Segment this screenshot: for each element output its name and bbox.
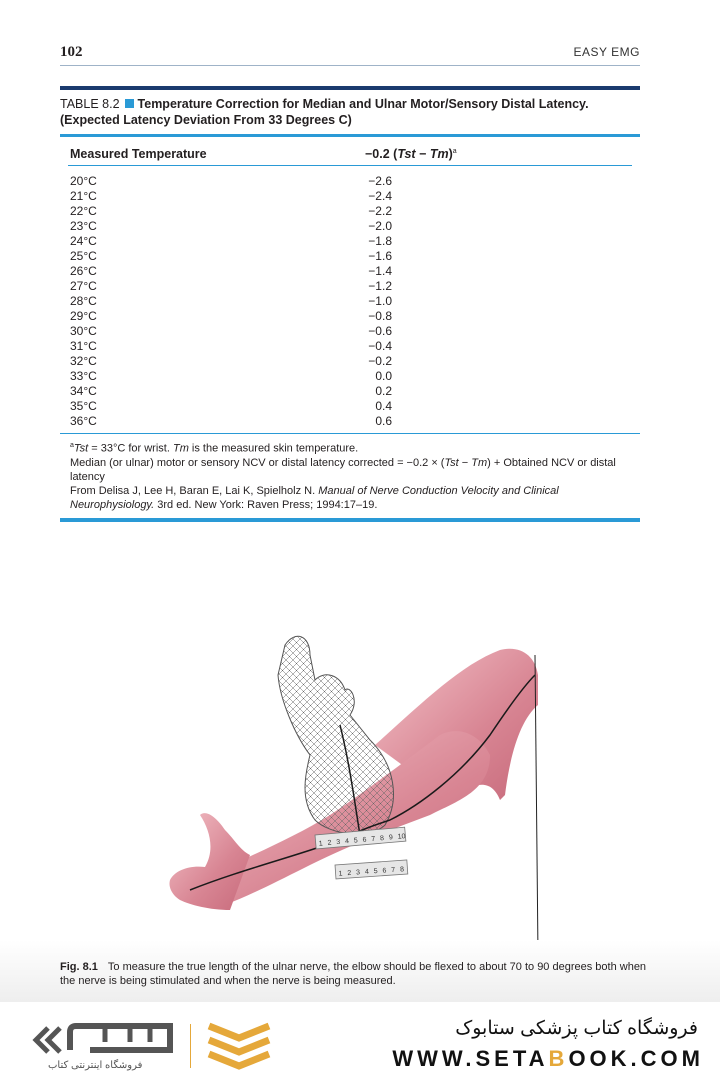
table-row bbox=[60, 234, 640, 249]
row-correction-value: 0.2 bbox=[375, 384, 392, 398]
logo-divider bbox=[190, 1024, 191, 1068]
col2-post: ) bbox=[448, 147, 453, 161]
tape-number: 4 bbox=[364, 868, 370, 876]
table-row bbox=[60, 354, 640, 369]
temperature-correction-table bbox=[60, 86, 640, 522]
footnote-tm: Tm bbox=[172, 442, 189, 455]
table-row bbox=[60, 249, 640, 264]
table-column-headers bbox=[60, 137, 640, 165]
row-correction-value: 0.4 bbox=[375, 399, 392, 413]
table-rows bbox=[60, 166, 640, 429]
shop-url[interactable] bbox=[392, 1046, 704, 1072]
row-correction-value: −2.2 bbox=[368, 204, 392, 218]
shop-name: فروشگاه کتاب پزشکی ستابوک bbox=[455, 1018, 698, 1039]
table-row bbox=[60, 324, 640, 339]
footnote-b: is the measured skin temperature. bbox=[188, 442, 359, 455]
note2-tst: Tst bbox=[444, 456, 459, 469]
table-row bbox=[60, 309, 640, 324]
tape-number: 1 bbox=[318, 840, 324, 848]
table-row bbox=[60, 369, 640, 384]
col2-tst: Tst bbox=[397, 147, 416, 161]
tape-number: 5 bbox=[373, 868, 378, 876]
ulnar-nerve-figure bbox=[160, 625, 550, 955]
note2-tm: Tm bbox=[471, 456, 488, 469]
logo-subtitle: فروشگاه اینترنتی کتاب bbox=[48, 1060, 143, 1071]
row-temperature: 21°C bbox=[70, 189, 97, 203]
tape-number: 10 bbox=[397, 833, 406, 841]
chevron-logo-icon bbox=[204, 1022, 274, 1072]
tape-number: 3 bbox=[355, 869, 361, 877]
header-rule bbox=[60, 65, 640, 66]
footer-banner bbox=[0, 1002, 720, 1080]
url-pre: WWW.SETA bbox=[392, 1046, 549, 1071]
tape-number: 4 bbox=[344, 838, 350, 846]
tape-number: 6 bbox=[362, 836, 367, 844]
caption-label: Fig. 8.1 bbox=[60, 961, 98, 973]
table-bottom-rule bbox=[60, 518, 640, 522]
table-row bbox=[60, 294, 640, 309]
tape-number: 9 bbox=[388, 834, 394, 842]
tape-number: 7 bbox=[371, 835, 376, 844]
setabook-logo-icon bbox=[30, 1020, 180, 1060]
source-b: 3rd ed. New York: Raven Press; 1994:17–19. bbox=[154, 498, 378, 511]
row-temperature: 27°C bbox=[70, 279, 97, 293]
row-temperature: 29°C bbox=[70, 309, 97, 323]
row-correction-value: −1.0 bbox=[368, 294, 392, 308]
table-row bbox=[60, 189, 640, 204]
note2-mid: − bbox=[458, 456, 472, 469]
row-temperature: 33°C bbox=[70, 369, 97, 383]
table-row bbox=[60, 264, 640, 279]
square-bullet-icon bbox=[125, 99, 134, 108]
col2-mid: − bbox=[415, 147, 430, 161]
col2-pre: −0.2 ( bbox=[365, 147, 398, 161]
caption-text: To measure the true length of the ulnar nerve, the elbow should be flexed to about 70 to 90 degrees both when the nerve is being stimulated and when the nerve is being measured. bbox=[60, 961, 647, 987]
tape-number: 6 bbox=[382, 867, 387, 875]
row-temperature: 23°C bbox=[70, 219, 97, 233]
row-temperature: 31°C bbox=[70, 339, 97, 353]
table-row bbox=[60, 399, 640, 414]
row-temperature: 35°C bbox=[70, 399, 97, 413]
url-highlight: B bbox=[548, 1046, 569, 1071]
row-temperature: 25°C bbox=[70, 249, 97, 263]
row-temperature: 36°C bbox=[70, 414, 97, 428]
row-correction-value: −2.4 bbox=[368, 189, 392, 203]
row-temperature: 34°C bbox=[70, 384, 97, 398]
row-correction-value: −1.2 bbox=[368, 279, 392, 293]
url-post: OOK.COM bbox=[568, 1046, 704, 1071]
table-row bbox=[60, 414, 640, 429]
row-temperature: 30°C bbox=[70, 324, 97, 338]
footnote-sup: a bbox=[70, 442, 74, 449]
row-correction-value: −1.6 bbox=[368, 249, 392, 263]
table-label: TABLE 8.2 bbox=[60, 97, 120, 111]
col2-tm: Tm bbox=[429, 147, 449, 161]
table-row bbox=[60, 219, 640, 234]
col-header-temperature: Measured Temperature bbox=[70, 147, 207, 161]
table-row bbox=[60, 174, 640, 189]
table-row bbox=[60, 384, 640, 399]
table-title-line1: Temperature Correction for Median and Ulnar Motor/Sensory Distal Latency. bbox=[137, 97, 589, 111]
row-correction-value: −2.6 bbox=[368, 174, 392, 188]
arm-illustration bbox=[160, 625, 550, 955]
measuring-tape-2 bbox=[335, 860, 408, 879]
tape-number: 8 bbox=[379, 835, 385, 843]
tape-number: 5 bbox=[353, 837, 359, 845]
tape-number: 2 bbox=[327, 839, 332, 847]
flexed-forearm-mesh bbox=[278, 636, 393, 834]
row-correction-value: 0.6 bbox=[375, 414, 392, 428]
tape-number: 3 bbox=[336, 838, 341, 847]
figure-caption bbox=[60, 960, 650, 988]
tape-number: 1 bbox=[338, 870, 343, 878]
row-correction-value: −0.2 bbox=[368, 354, 392, 368]
formula-note bbox=[70, 456, 630, 484]
footnote bbox=[70, 439, 630, 456]
row-correction-value: 0.0 bbox=[375, 369, 392, 383]
row-correction-value: −0.8 bbox=[368, 309, 392, 323]
note2-a: Median (or ulnar) motor or sensory NCV or distal latency corrected = −0.2 × ( bbox=[70, 456, 445, 469]
source-book: Manual of Nerve Conduction Velocity and Clinical Neurophysiology. bbox=[70, 484, 559, 511]
source-note bbox=[70, 484, 630, 512]
row-temperature: 26°C bbox=[70, 264, 97, 278]
row-temperature: 22°C bbox=[70, 204, 97, 218]
running-head: EASY EMG bbox=[573, 45, 640, 59]
table-row bbox=[60, 279, 640, 294]
source-a: From Delisa J, Lee H, Baran E, Lai K, Spielholz N. bbox=[70, 484, 319, 497]
table-title-line2: (Expected Latency Deviation From 33 Degrees C) bbox=[60, 113, 352, 127]
note2-b: ) + Obtained NCV or distal latency bbox=[70, 456, 616, 483]
page-number: 102 bbox=[60, 44, 83, 60]
table-title bbox=[60, 90, 640, 128]
row-temperature: 24°C bbox=[70, 234, 97, 248]
col2-sup: a bbox=[452, 147, 457, 155]
table-row bbox=[60, 204, 640, 219]
row-correction-value: −1.4 bbox=[368, 264, 392, 278]
tape-number: 7 bbox=[391, 866, 396, 875]
col-header-correction bbox=[365, 147, 457, 161]
row-correction-value: −0.4 bbox=[368, 339, 392, 353]
footnote-tst: Tst bbox=[73, 442, 89, 455]
row-temperature: 32°C bbox=[70, 354, 97, 368]
table-notes bbox=[60, 434, 640, 516]
footnote-a: = 33°C for wrist. bbox=[88, 442, 173, 455]
tape-number: 8 bbox=[399, 866, 405, 874]
row-temperature: 28°C bbox=[70, 294, 97, 308]
tape-number: 2 bbox=[347, 869, 352, 878]
table-row bbox=[60, 339, 640, 354]
row-correction-value: −0.6 bbox=[368, 324, 392, 338]
row-temperature: 20°C bbox=[70, 174, 97, 188]
row-correction-value: −2.0 bbox=[368, 219, 392, 233]
row-correction-value: −1.8 bbox=[368, 234, 392, 248]
